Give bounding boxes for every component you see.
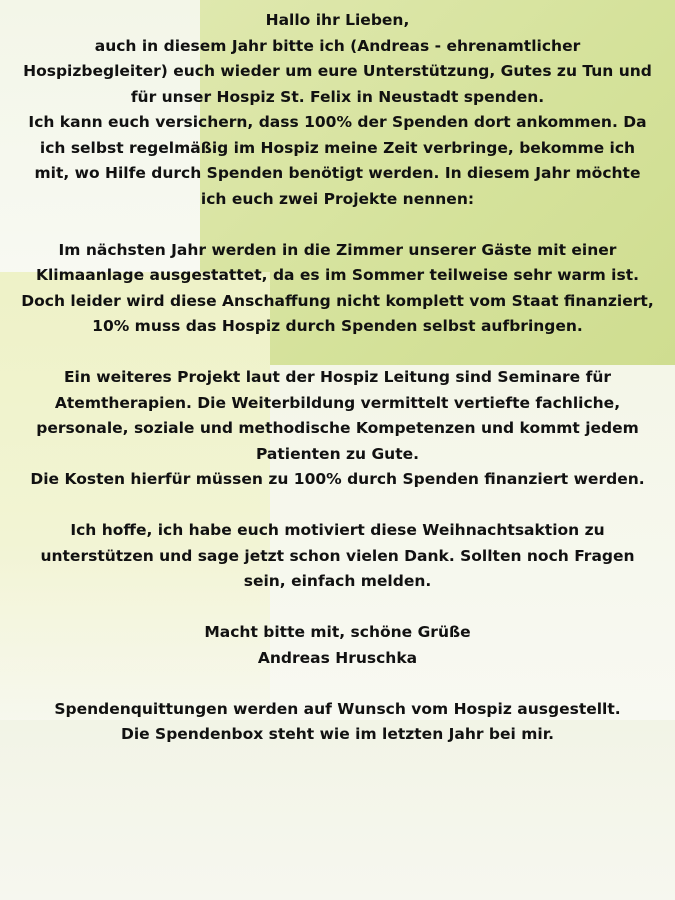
signature-name: Andreas Hruschka xyxy=(257,648,418,667)
spacer xyxy=(20,340,655,366)
box-note: Die Spendenbox steht wie im letzten Jahr bei mir. xyxy=(120,725,555,743)
receipt-note: Spendenquittungen werden auf Wunsch vom Hospiz ausgestellt. xyxy=(54,699,621,718)
spacer xyxy=(20,212,655,238)
spacer xyxy=(20,493,655,519)
project-two-paragraph: Ein weiteres Projekt laut der Hospiz Leitung sind Seminare für Atemtherapien. Die Weiterbildung vermittelt vertiefte fachliche, personale, soziale und methodische Kompetenzen und kommt jedem Patienten zu Gute. xyxy=(36,368,639,463)
assurance-paragraph: Ich kann euch versichern, dass 100% der Spenden dort ankommen. Da ich selbst regelmäßig im Hospiz meine Zeit verbringe, bekomme ich mit, wo Hilfe durch Spenden benötigt werden. In diesem Jahr möchte ich euch zwei Projekte nennen: xyxy=(28,113,647,208)
project-two-costs: Die Kosten hierfür müssen zu 100% durch Spenden finanziert werden. xyxy=(30,470,645,488)
intro-paragraph: auch in diesem Jahr bitte ich (Andreas - ehrenamtlicher Hospizbegleiter) euch wieder um eure Unterstützung, Gutes zu Tun und für unser Hospiz St. Felix in Neustadt spenden. xyxy=(23,36,652,106)
spacer xyxy=(20,595,655,621)
sign-off: Macht bitte mit, schöne Grüße xyxy=(204,623,471,641)
letter-text xyxy=(20,8,655,748)
project-one-paragraph: Im nächsten Jahr werden in die Zimmer unserer Gäste mit einer Klimaanlage ausgestattet, da es im Sommer teilweise sehr warm ist. Doch leider wird diese Anschaffung nicht komplett vom Staat finanziert, 10% muss das Hospiz durch Spenden selbst aufbringen. xyxy=(21,240,654,335)
spacer xyxy=(20,671,655,697)
closing-paragraph: Ich hoffe, ich habe euch motiviert diese Weihnachtsaktion zu unterstützen und sage jetzt schon vielen Dank. Sollten noch Fragen sein, einfach melden. xyxy=(40,521,635,590)
greeting: Hallo ihr Lieben, xyxy=(265,11,410,29)
